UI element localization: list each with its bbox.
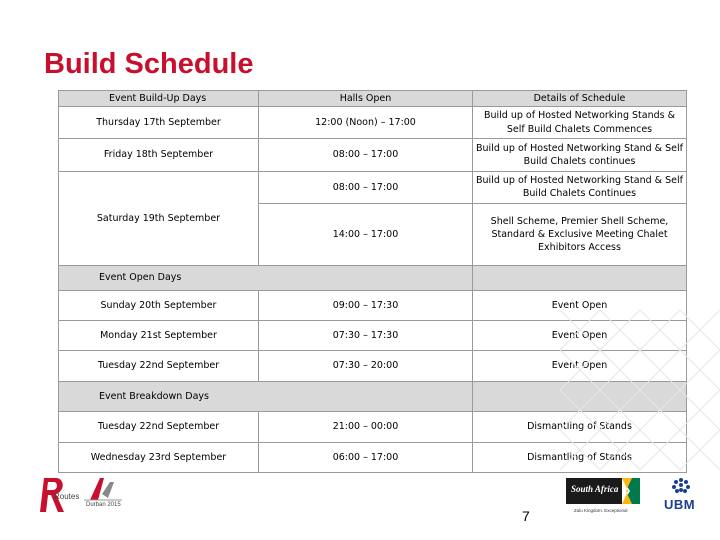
day-cell: Sunday 20th September: [59, 290, 259, 320]
hours-cell: 06:00 – 17:00: [259, 442, 473, 472]
section-row-open: [59, 266, 687, 290]
details-cell: Build up of Hosted Networking Stand & Self Build Chalets Continues: [473, 171, 687, 203]
durban-logo-icon: [80, 474, 126, 514]
table-header-row: [59, 91, 687, 107]
south-africa-logo-text: South Africa: [571, 484, 619, 494]
header-details: Details of Schedule: [473, 91, 687, 107]
details-cell: Build up of Hosted Networking Stand & Self Build Chalets continues: [473, 139, 687, 171]
day-cell: Friday 18th September: [59, 139, 259, 171]
routes-logo-text: Routes: [54, 492, 80, 501]
day-cell: Thursday 17th September: [59, 107, 259, 139]
details-cell: Dismantling of Stands: [473, 442, 687, 472]
hours-cell: 08:00 – 17:00: [259, 139, 473, 171]
header-halls-open: Halls Open: [259, 91, 473, 107]
durban-logo-text: Durban 2015: [86, 502, 121, 508]
day-cell: Saturday 19th September: [59, 171, 259, 266]
hours-cell: 12:00 (Noon) – 17:00: [259, 107, 473, 139]
table-row: [59, 139, 687, 171]
diamond-pattern-decoration: [560, 300, 720, 480]
details-cell: Event Open: [473, 290, 687, 320]
hours-cell: 08:00 – 17:00: [259, 171, 473, 203]
hours-cell: 21:00 – 00:00: [259, 412, 473, 442]
day-cell: Monday 21st September: [59, 320, 259, 350]
section-filler: [473, 266, 687, 290]
section-label: Event Breakdown Days: [59, 382, 473, 412]
day-cell: Wednesday 23rd September: [59, 442, 259, 472]
hours-cell: 07:30 – 17:30: [259, 320, 473, 350]
hours-cell: 07:30 – 20:00: [259, 351, 473, 382]
ubm-logo-text: UBM: [664, 497, 696, 512]
hours-cell: 14:00 – 17:00: [259, 203, 473, 265]
page-title: Build Schedule: [44, 48, 254, 80]
details-cell: Event Open: [473, 351, 687, 382]
day-cell: Tuesday 22nd September: [59, 412, 259, 442]
details-cell: Event Open: [473, 320, 687, 350]
details-cell: Build up of Hosted Networking Stands & Self Build Chalets Commences: [473, 107, 687, 139]
hours-cell: 09:00 – 17:30: [259, 290, 473, 320]
table-row: [59, 171, 687, 203]
header-build-up-days: Event Build-Up Days: [59, 91, 259, 107]
table-row: [59, 107, 687, 139]
page-number: 7: [522, 508, 530, 524]
day-cell: Tuesday 22nd September: [59, 351, 259, 382]
section-label: Event Open Days: [59, 266, 473, 290]
south-africa-tagline: Zulu Kingdom. Exceptional: [574, 508, 628, 513]
details-cell: Shell Scheme, Premier Shell Scheme, Standard & Exclusive Meeting Chalet Exhibitors Access: [473, 203, 687, 265]
details-cell: Dismantling of Stands: [473, 412, 687, 442]
